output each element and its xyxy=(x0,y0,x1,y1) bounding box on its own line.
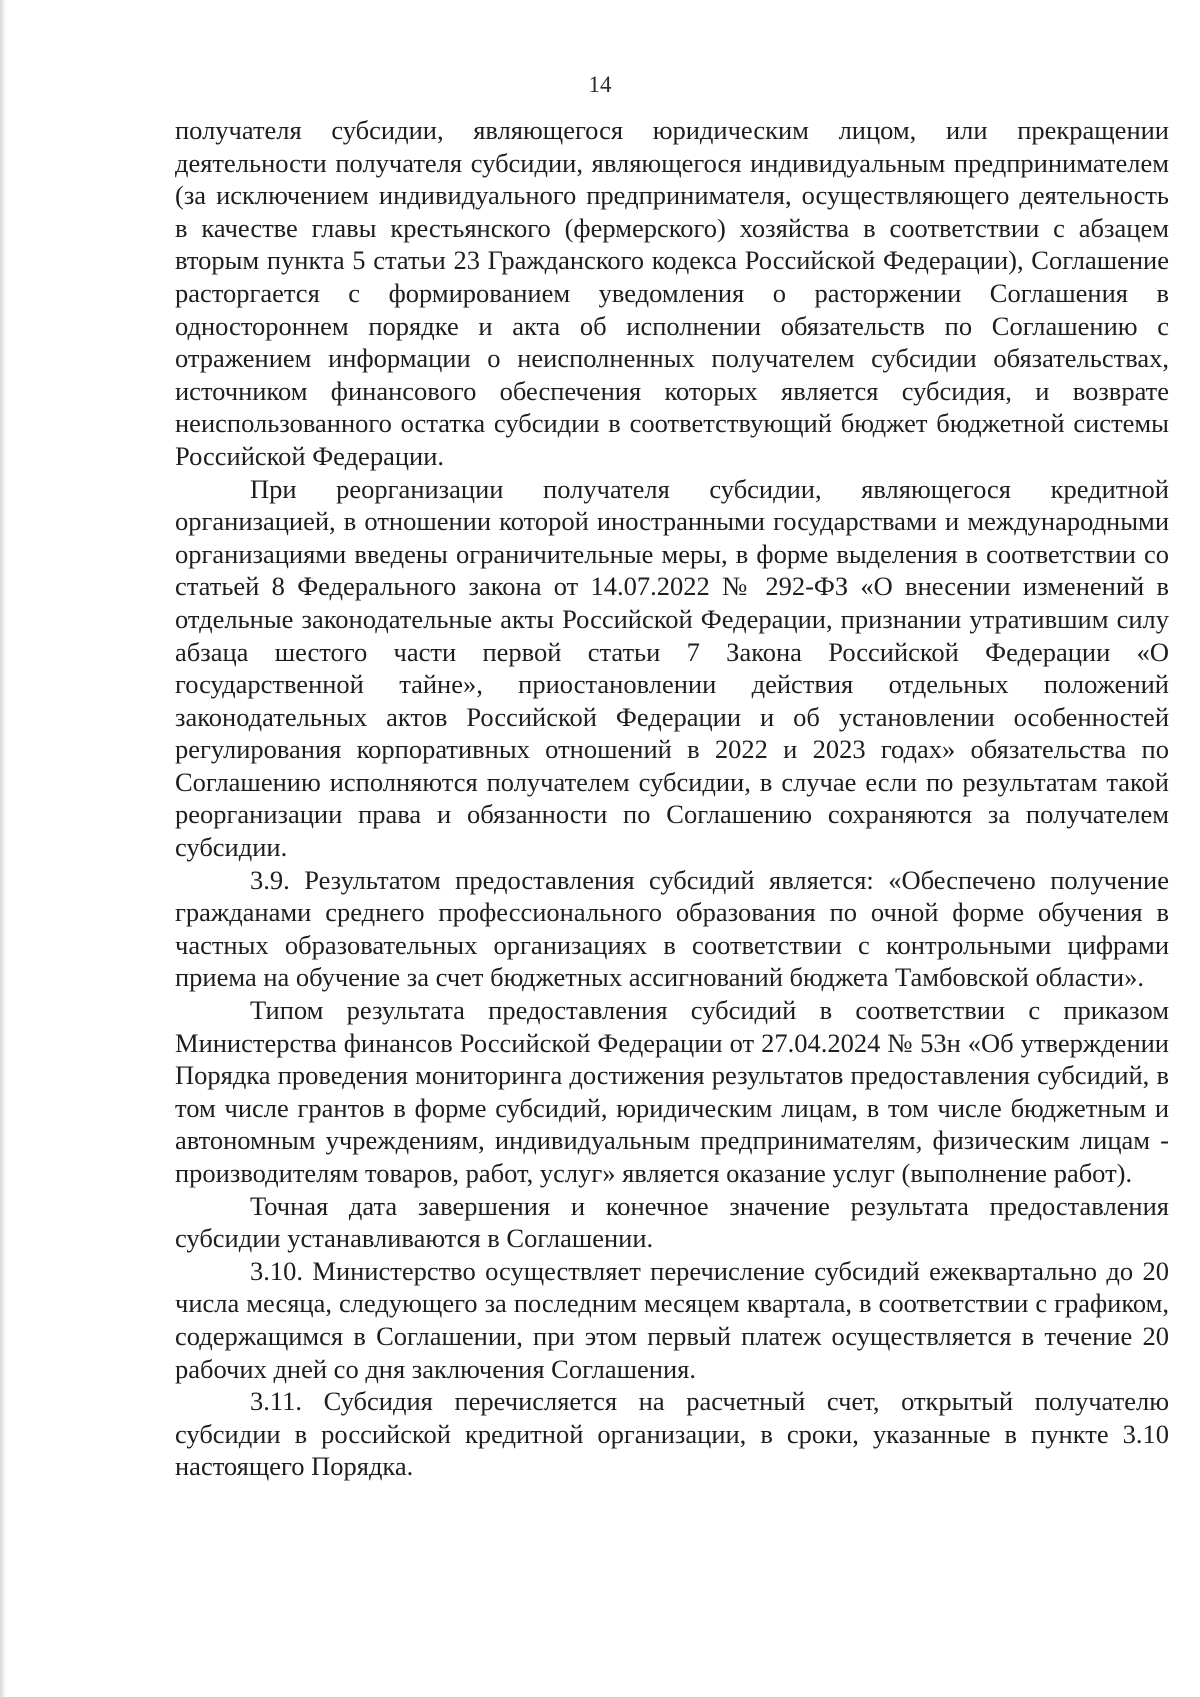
paragraph-3-11-account: 3.11. Субсидия перечисляется на расчетный счет, открытый получателю субсидии в российской кредитной организации, в сроки, указанные в пункте 3.10 настоящего Порядка. xyxy=(175,1386,1169,1482)
scan-edge-shadow xyxy=(0,0,6,1697)
paragraph-result-type: Типом результата предоставления субсидий в соответствии с приказом Министерства финансов Российской Федерации от 27.04.2024 № 53н «Об утверждении Порядка проведения мониторинга достижения результатов предоставления субсидий, в том числе грантов в форме субсидий, юридическим лицам, в том числе бюджетным и автономным учреждениям, индивидуальным предпринимателям, физическим лицам - производителям товаров, работ, услуг» является оказание услуг (выполнение работ). xyxy=(175,995,1169,1188)
paragraph-continuation-termination: получателя субсидии, являющегося юридическим лицом, или прекращении деятельности получателя субсидии, являющегося индивидуальным предпринимателем (за исключением индивидуального предпринимателя, осуществляющего деятельность в качестве главы крестьянского (фермерского) хозяйства в соответствии с абзацем вторым пункта 5 статьи 23 Гражданского кодекса Российской Федерации), Соглашение расторгается с формированием уведомления о расторжении Соглашения в одностороннем порядке и акта об исполнении обязательств по Соглашению с отражением информации о неисполненных получателем субсидии обязательствах, источником финансового обеспечения которых является субсидия, и возврате неиспользованного остатка субсидии в соответствующий бюджет бюджетной системы Российской Федерации. xyxy=(175,115,1169,471)
paragraph-exact-date: Точная дата завершения и конечное значение результата предоставления субсидии устанавливаются в Соглашении. xyxy=(175,1190,1169,1254)
paragraph-3-10-transfer: 3.10. Министерство осуществляет перечисление субсидий ежеквартально до 20 числа месяца, следующего за последним месяцем квартала, в соответствии с графиком, содержащимся в Соглашении, при этом первый платеж осуществляется в течение 20 рабочих дней со дня заключения Соглашения. xyxy=(175,1255,1169,1384)
paragraph-3-9-result: 3.9. Результатом предоставления субсидий является: «Обеспечено получение гражданами среднего профессионального образования по очной форме обучения в частных образовательных организациях в соответствии с контрольными цифрами приема на обучение за счет бюджетных ассигнований бюджета Тамбовской области». xyxy=(175,864,1169,993)
paragraph-reorganization: При реорганизации получателя субсидии, являющегося кредитной организацией, в отношении которой иностранными государствами и международными организациями введены ограничительные меры, в форме выделения в соответствии со статьей 8 Федерального закона от 14.07.2022 № 292-ФЗ «О внесении изменений в отдельные законодательные акты Российской Федерации, признании утратившим силу абзаца шестого части первой статьи 7 Закона Российской Федерации «О государственной тайне», приостановлении действия отдельных положений законодательных актов Российской Федерации и об установлении особенностей регулирования корпоративных отношений в 2022 и 2023 годах» обязательства по Соглашению исполняются получателем субсидии, в случае если по результатам такой реорганизации права и обязанности по Соглашению сохраняются за получателем субсидии. xyxy=(175,473,1169,863)
document-body xyxy=(175,114,1169,1483)
page-number: 14 xyxy=(588,72,612,97)
